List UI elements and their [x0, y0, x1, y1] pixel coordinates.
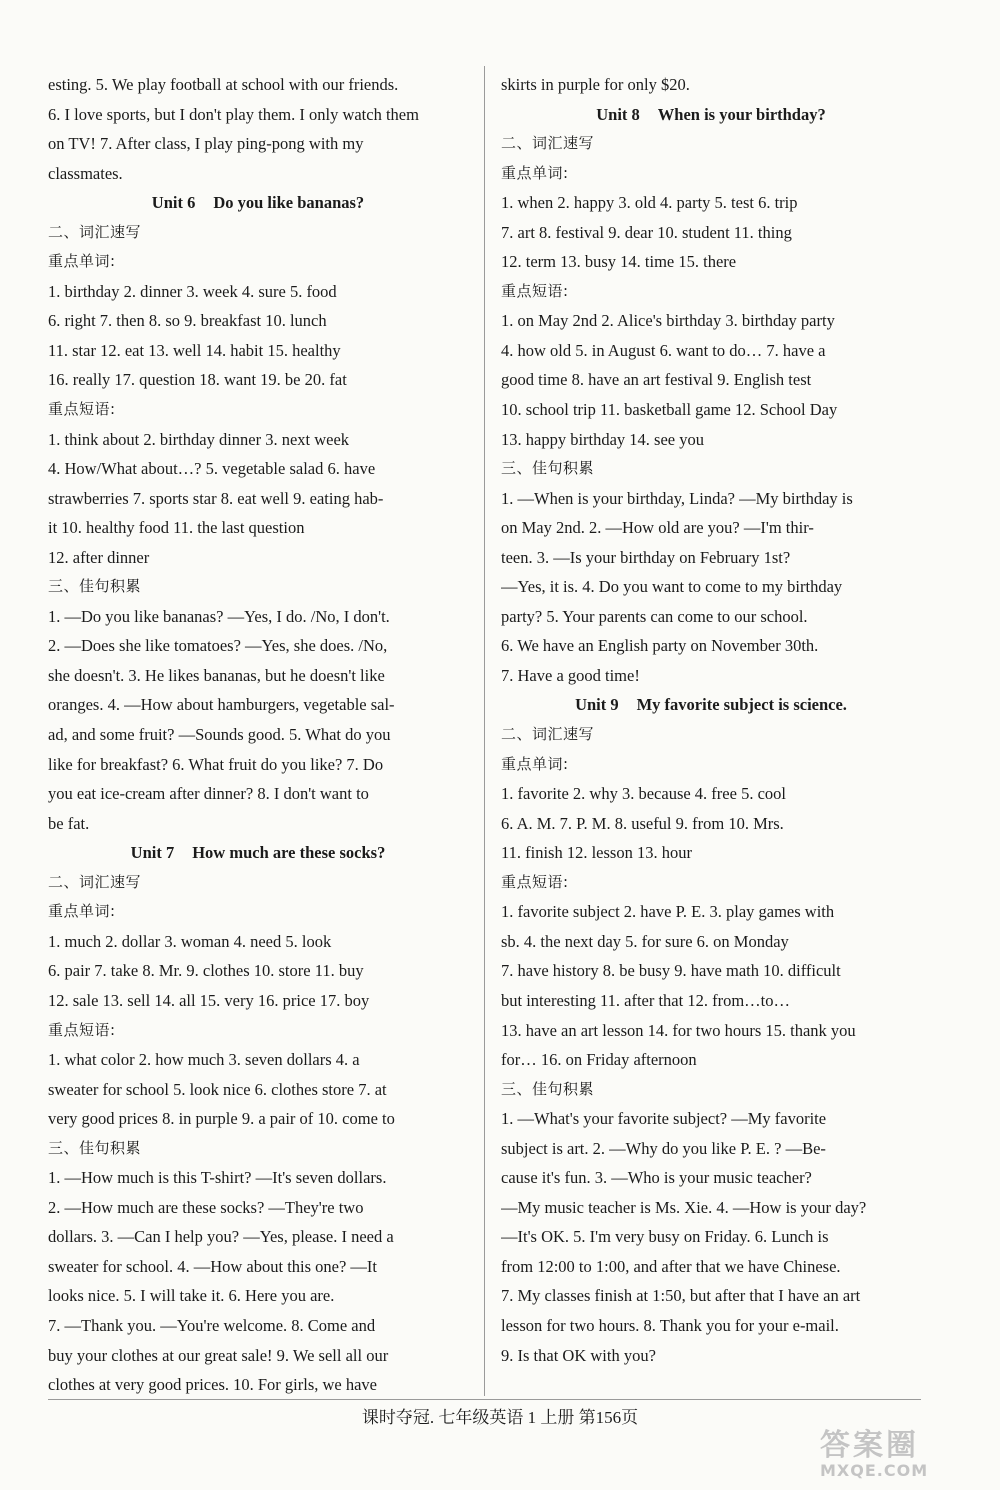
text-line: 6. We have an English party on November 30th. — [501, 636, 819, 656]
text-line: 16. really 17. question 18. want 19. be 20. fat — [48, 370, 347, 390]
text-line: on TV! 7. After class, I play ping-pong with my — [48, 134, 364, 154]
section-heading: 重点短语: — [501, 872, 569, 891]
text-line: skirts in purple for only $20. — [501, 75, 690, 94]
text-line: be fat. — [48, 813, 90, 833]
text-line: cause it's fun. 3. —Who is your music teacher? — [501, 1168, 812, 1188]
text-line: subject is art. 2. —Why do you like P. E. ? —Be- — [501, 1138, 826, 1158]
section-heading: 三、佳句积累 — [48, 1138, 142, 1157]
section-heading: 二、词汇速写 — [501, 134, 595, 153]
text-line: dollars. 3. —Can I help you? —Yes, please. I need a — [48, 1227, 394, 1247]
text-line: 4. how old 5. in August 6. want to do… 7. have a — [501, 340, 826, 360]
text-line: 1. much 2. dollar 3. woman 4. need 5. look — [48, 931, 332, 951]
text-line: 7. have history 8. be busy 9. have math 10. difficult — [501, 961, 841, 981]
text-line: 7. art 8. festival 9. dear 10. student 11. thing — [501, 222, 792, 242]
unit-heading — [501, 690, 921, 720]
text-line: from 12:00 to 1:00, and after that we have Chinese. — [501, 1256, 841, 1276]
section-heading: 三、佳句积累 — [501, 1079, 595, 1098]
text-line: clothes at very good prices. 10. For girls, we have — [48, 1375, 378, 1395]
text-line: lesson for two hours. 8. Thank you for your e-mail. — [501, 1315, 839, 1335]
left-column — [48, 70, 468, 1400]
text-line: 1. favorite 2. why 3. because 4. free 5. cool — [501, 784, 786, 804]
text-line: —It's OK. 5. I'm very busy on Friday. 6. Lunch is — [501, 1227, 829, 1247]
text-line: 6. A. M. 7. P. M. 8. useful 9. from 10. Mrs. — [501, 813, 784, 833]
text-line: teen. 3. —Is your birthday on February 1st? — [501, 547, 791, 567]
text-line: but interesting 11. after that 12. from…to… — [501, 990, 790, 1010]
section-heading: 重点单词: — [48, 902, 116, 921]
text-line: ad, and some fruit? —Sounds good. 5. What do you — [48, 725, 391, 745]
text-line: you eat ice-cream after dinner? 8. I don't want to — [48, 784, 369, 804]
section-heading: 重点短语: — [501, 281, 569, 300]
text-line: 1. —What's your favorite subject? —My favorite — [501, 1109, 827, 1129]
text-line: 13. happy birthday 14. see you — [501, 429, 705, 449]
column-divider — [484, 66, 485, 1396]
section-heading: 三、佳句积累 — [48, 577, 142, 596]
section-heading: 二、词汇速写 — [48, 222, 142, 241]
section-heading: 二、词汇速写 — [501, 725, 595, 744]
section-heading: 三、佳句积累 — [501, 459, 595, 478]
text-line: 10. school trip 11. basketball game 12. School Day — [501, 400, 838, 420]
unit-heading — [48, 188, 468, 218]
text-line: strawberries 7. sports star 8. eat well 9. eating hab- — [48, 488, 384, 508]
unit-heading — [48, 838, 468, 868]
text-line: 4. How/What about…? 5. vegetable salad 6. have — [48, 459, 376, 479]
text-line: party? 5. Your parents can come to our school. — [501, 606, 808, 626]
text-line: oranges. 4. —How about hamburgers, vegetable sal- — [48, 695, 395, 715]
text-line: sweater for school 5. look nice 6. clothes store 7. at — [48, 1079, 387, 1099]
text-line: 6. pair 7. take 8. Mr. 9. clothes 10. store 11. buy — [48, 961, 364, 981]
text-line: she doesn't. 3. He likes bananas, but he doesn't like — [48, 665, 385, 685]
unit-title: My favorite subject is science. — [636, 695, 847, 715]
text-line: 12. term 13. busy 14. time 15. there — [501, 252, 737, 272]
text-line: very good prices 8. in purple 9. a pair of 10. come to — [48, 1109, 395, 1129]
text-line: 12. after dinner — [48, 547, 150, 567]
text-line: 1. —When is your birthday, Linda? —My birthday is — [501, 488, 853, 508]
text-line: 9. Is that OK with you? — [501, 1345, 656, 1365]
section-heading: 重点单词: — [48, 252, 116, 271]
text-line: 13. have an art lesson 14. for two hours 15. thank you — [501, 1020, 856, 1040]
watermark-logo — [820, 1430, 990, 1484]
section-heading: 二、词汇速写 — [48, 872, 142, 891]
unit-title: When is your birthday? — [657, 104, 826, 124]
text-line: esting. 5. We play football at school with our friends. — [48, 75, 399, 94]
text-line: for… 16. on Friday afternoon — [501, 1050, 697, 1070]
unit-title: Do you like bananas? — [213, 193, 365, 213]
text-line: like for breakfast? 6. What fruit do you like? 7. Do — [48, 754, 384, 774]
text-line: 11. finish 12. lesson 13. hour — [501, 843, 692, 863]
watermark-url: MXQE.COM — [820, 1461, 929, 1480]
text-line: 7. —Thank you. —You're welcome. 8. Come and — [48, 1315, 376, 1335]
text-line: 2. —How much are these socks? —They're two — [48, 1197, 364, 1217]
text-line: on May 2nd. 2. —How old are you? —I'm thir- — [501, 518, 814, 538]
footer-rule — [48, 1399, 921, 1400]
section-heading: 重点单词: — [501, 163, 569, 182]
text-line: 12. sale 13. sell 14. all 15. very 16. price 17. boy — [48, 990, 370, 1010]
text-line: —My music teacher is Ms. Xie. 4. —How is your day? — [501, 1197, 867, 1217]
unit-number: Unit 7 — [130, 843, 175, 863]
unit-number: Unit 6 — [151, 193, 196, 213]
text-line: 1. —Do you like bananas? —Yes, I do. /No, I don't. — [48, 606, 390, 626]
unit-number: Unit 9 — [575, 695, 619, 715]
right-column — [501, 70, 921, 1370]
text-line: buy your clothes at our great sale! 9. We sell all our — [48, 1345, 389, 1365]
unit-number: Unit 8 — [596, 104, 640, 124]
text-line: sb. 4. the next day 5. for sure 6. on Monday — [501, 931, 789, 951]
section-heading: 重点短语: — [48, 1020, 116, 1039]
text-line: it 10. healthy food 11. the last question — [48, 518, 305, 538]
text-line: 7. My classes finish at 1:50, but after that I have an art — [501, 1286, 861, 1306]
text-line: sweater for school. 4. —How about this one? —It — [48, 1256, 378, 1276]
text-line: 6. right 7. then 8. so 9. breakfast 10. lunch — [48, 311, 327, 331]
watermark-title: 答案圈 — [820, 1428, 919, 1463]
text-line: 1. think about 2. birthday dinner 3. next week — [48, 429, 350, 449]
page-footer: 课时夺冠. 七年级英语 1 上册 第156页 — [361, 1408, 639, 1427]
unit-title: How much are these socks? — [192, 843, 386, 863]
text-line: 1. birthday 2. dinner 3. week 4. sure 5. food — [48, 281, 337, 301]
text-line: 1. —How much is this T-shirt? —It's seven dollars. — [48, 1168, 387, 1188]
text-line: 11. star 12. eat 13. well 14. habit 15. healthy — [48, 340, 341, 360]
text-line: 6. I love sports, but I don't play them. I only watch them — [48, 104, 419, 124]
text-line: 1. on May 2nd 2. Alice's birthday 3. birthday party — [501, 311, 835, 331]
text-line: classmates. — [48, 163, 123, 183]
text-line: looks nice. 5. I will take it. 6. Here you are. — [48, 1286, 335, 1306]
section-heading: 重点短语: — [48, 400, 116, 419]
text-line: —Yes, it is. 4. Do you want to come to my birthday — [501, 577, 843, 597]
text-line: 1. favorite subject 2. have P. E. 3. play games with — [501, 902, 835, 922]
text-line: 7. Have a good time! — [501, 665, 640, 685]
text-line: good time 8. have an art festival 9. English test — [501, 370, 812, 390]
text-line: 1. what color 2. how much 3. seven dollars 4. a — [48, 1050, 360, 1070]
section-heading: 重点单词: — [501, 754, 569, 773]
text-line: 2. —Does she like tomatoes? —Yes, she does. /No, — [48, 636, 388, 656]
unit-heading — [501, 100, 921, 130]
text-line: 1. when 2. happy 3. old 4. party 5. test 6. trip — [501, 193, 798, 213]
